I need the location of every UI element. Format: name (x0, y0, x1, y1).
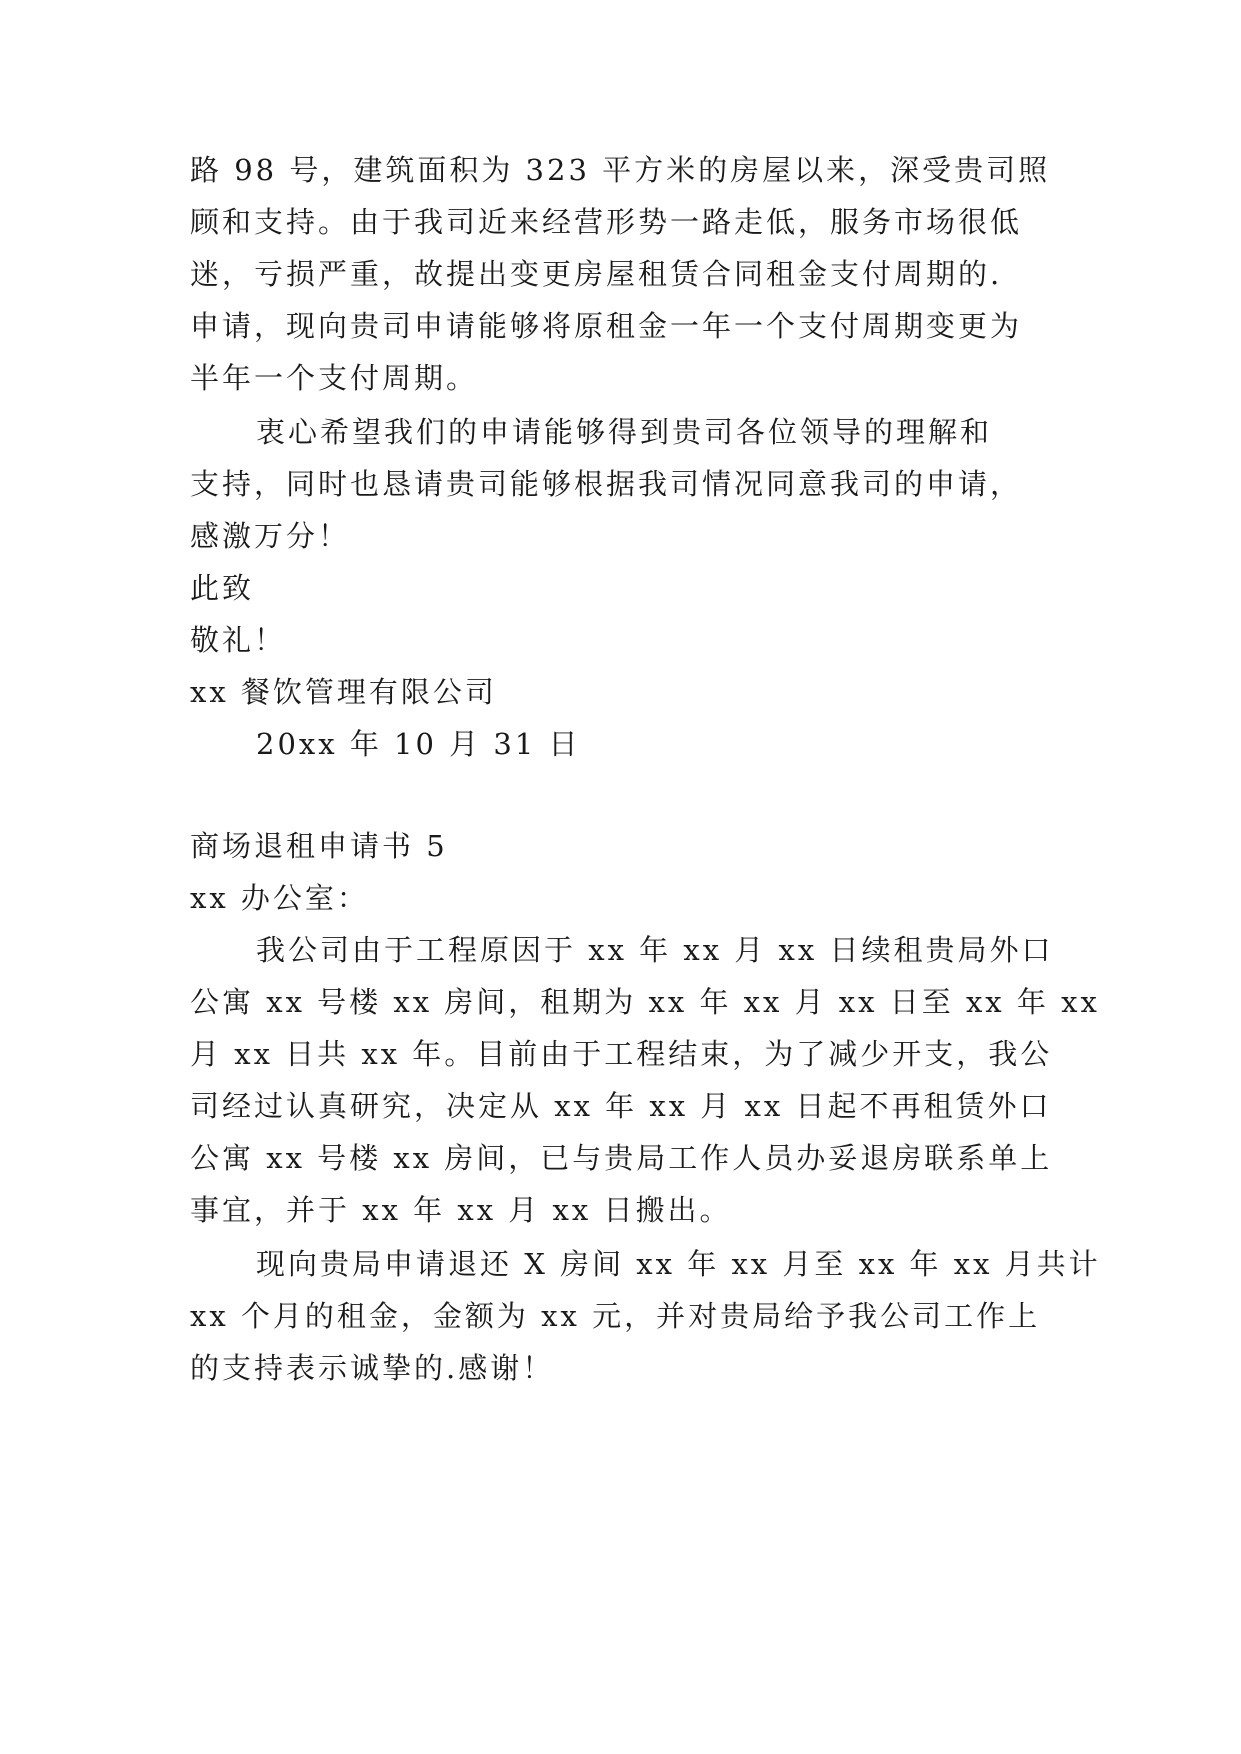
body-text-line: 感激万分！ (190, 519, 351, 553)
body-text-line: 顾和支持。由于我司近来经营形势一路走低，服务市场很低 (190, 205, 1023, 239)
body-text-line: 现向贵局申请退还 X 房间 xx 年 xx 月至 xx 年 xx 月共计 (256, 1247, 1101, 1281)
body-text-line: 衷心希望我们的申请能够得到贵司各位领导的理解和 (256, 415, 993, 449)
body-text-line: 事宜，并于 xx 年 xx 月 xx 日搬出。 (190, 1193, 732, 1227)
signature-date: 20xx 年 10 月 31 日 (256, 727, 581, 761)
body-text-line: 公寓 xx 号楼 xx 房间，租期为 xx 年 xx 月 xx 日至 xx 年 xx (190, 985, 1100, 1019)
section-title: 商场退租申请书 5 (190, 829, 448, 863)
addressee: xx 办公室： (190, 881, 369, 915)
body-text-line: 的支持表示诚挚的.感谢！ (190, 1351, 555, 1385)
body-text-line: xx 个月的租金，金额为 xx 元，并对贵局给予我公司工作上 (190, 1299, 1041, 1333)
closing-text: 此致 (190, 571, 255, 605)
body-text-line: 公寓 xx 号楼 xx 房间，已与贵局工作人员办妥退房联系单上 (190, 1141, 1053, 1175)
body-text-line: 申请，现向贵司申请能够将原租金一年一个支付周期变更为 (190, 309, 1023, 343)
body-text-line: 支持，同时也恳请贵司能够根据我司情况同意我司的申请， (190, 467, 1023, 501)
body-text-line: 我公司由于工程原因于 xx 年 xx 月 xx 日续租贵局外口 (256, 933, 1054, 967)
salutation-text: 敬礼！ (190, 623, 287, 657)
body-text-line: 路 98 号，建筑面积为 323 平方米的房屋以来，深受贵司照 (190, 153, 1051, 187)
body-text-line: 迷，亏损严重，故提出变更房屋租赁合同租金支付周期的. (190, 257, 1003, 291)
body-text-line: 半年一个支付周期。 (190, 361, 479, 395)
body-text-line: 司经过认真研究，决定从 xx 年 xx 月 xx 日起不再租赁外口 (190, 1089, 1052, 1123)
body-text-line: 月 xx 日共 xx 年。目前由于工程结束，为了减少开支，我公 (190, 1037, 1053, 1071)
signature-company: xx 餐饮管理有限公司 (190, 675, 497, 709)
